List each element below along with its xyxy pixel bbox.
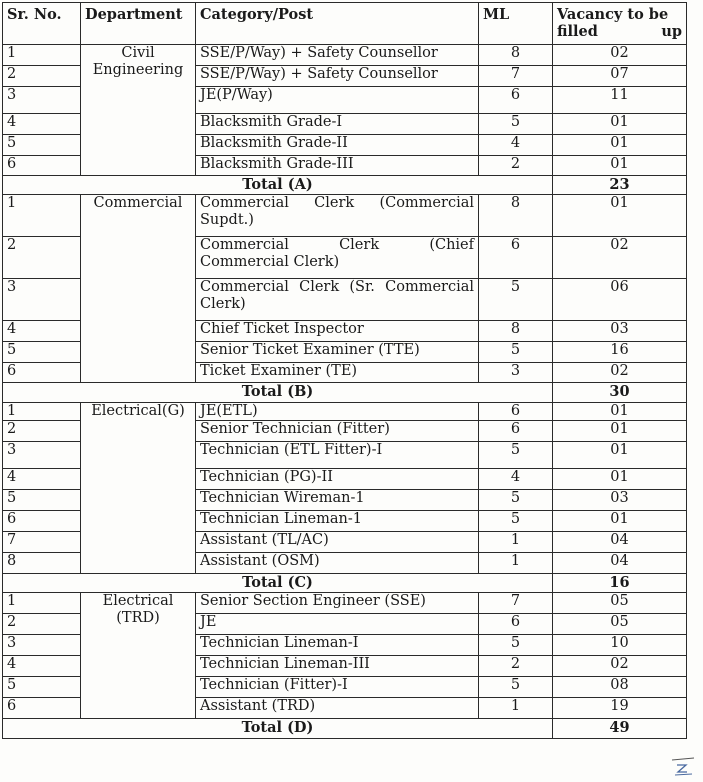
total-row [3,176,687,195]
vacancy-cell: 02 [553,363,687,383]
department-cell: Electrical (TRD) [81,593,196,719]
post-cell: SSE/P/Way) + Safety Counsellor [196,66,479,87]
sr-no-cell: 3 [3,279,81,321]
post-cell: Ticket Examiner (TE) [196,363,479,383]
sr-no-cell: 3 [3,635,81,656]
sr-no-cell: 2 [3,66,81,87]
ml-cell: 5 [479,342,553,363]
post-cell: Assistant (TL/AC) [196,532,479,553]
header-vacancy: Vacancy to be filled up [553,3,687,45]
post-cell: Technician (ETL Fitter)-I [196,442,479,469]
total-label: Total (B) [3,383,553,403]
ml-cell: 1 [479,532,553,553]
ml-cell: 8 [479,195,553,237]
ml-cell: 7 [479,66,553,87]
total-value: 16 [553,574,687,593]
sr-no-cell: 7 [3,532,81,553]
sr-no-cell: 1 [3,403,81,421]
ml-cell: 1 [479,698,553,719]
ml-cell: 5 [479,490,553,511]
ml-cell: 5 [479,279,553,321]
ml-cell: 2 [479,156,553,176]
ml-cell: 8 [479,45,553,66]
sr-no-cell: 6 [3,156,81,176]
vacancy-cell: 01 [553,442,687,469]
ml-cell: 8 [479,321,553,342]
sr-no-cell: 5 [3,342,81,363]
post-cell: JE(ETL) [196,403,479,421]
table-row [3,45,687,66]
vacancy-cell: 06 [553,279,687,321]
sr-no-cell: 8 [3,553,81,574]
vacancy-cell: 01 [553,135,687,156]
ml-cell: 5 [479,635,553,656]
post-cell: JE [196,614,479,635]
ml-cell: 4 [479,469,553,490]
vacancy-table [2,2,687,739]
vacancy-cell: 01 [553,114,687,135]
sr-no-cell: 4 [3,656,81,677]
vacancy-cell: 02 [553,237,687,279]
post-cell: Commercial Clerk (Chief Commercial Clerk) [196,237,479,279]
vacancy-cell: 04 [553,532,687,553]
ml-cell: 2 [479,656,553,677]
vacancy-cell: 11 [553,87,687,114]
post-cell: JE(P/Way) [196,87,479,114]
vacancy-cell: 10 [553,635,687,656]
sr-no-cell: 6 [3,698,81,719]
post-cell: Technician (Fitter)-I [196,677,479,698]
post-cell: Blacksmith Grade-I [196,114,479,135]
vacancy-cell: 04 [553,553,687,574]
ml-cell: 7 [479,593,553,614]
vacancy-cell: 01 [553,195,687,237]
sr-no-cell: 2 [3,421,81,442]
total-value: 49 [553,719,687,739]
vacancy-cell: 05 [553,614,687,635]
post-cell: Technician Lineman-III [196,656,479,677]
table-row [3,195,687,237]
vacancy-cell: 07 [553,66,687,87]
total-value: 23 [553,176,687,195]
table-row [3,593,687,614]
ml-cell: 5 [479,442,553,469]
header-category-post: Category/Post [196,3,479,45]
table-body [3,45,687,739]
ml-cell: 4 [479,135,553,156]
ml-cell: 6 [479,421,553,442]
sr-no-cell: 3 [3,87,81,114]
sr-no-cell: 1 [3,45,81,66]
vacancy-cell: 01 [553,156,687,176]
vacancy-cell: 16 [553,342,687,363]
post-cell: Technician Lineman-I [196,635,479,656]
sr-no-cell: 6 [3,511,81,532]
post-cell: Senior Ticket Examiner (TTE) [196,342,479,363]
vacancy-cell: 01 [553,511,687,532]
ml-cell: 5 [479,114,553,135]
post-cell: Chief Ticket Inspector [196,321,479,342]
vacancy-cell: 03 [553,490,687,511]
post-cell: Assistant (TRD) [196,698,479,719]
header-sr-no: Sr. No. [3,3,81,45]
ml-cell: 6 [479,614,553,635]
post-cell: Commercial Clerk (Commercial Supdt.) [196,195,479,237]
ml-cell: 6 [479,403,553,421]
ml-cell: 1 [479,553,553,574]
total-value: 30 [553,383,687,403]
ml-cell: 6 [479,87,553,114]
sr-no-cell: 5 [3,135,81,156]
sr-no-cell: 4 [3,469,81,490]
post-cell: Commercial Clerk (Sr. Commercial Clerk) [196,279,479,321]
department-cell: Civil Engineering [81,45,196,176]
ml-cell: 6 [479,237,553,279]
vacancy-cell: 02 [553,45,687,66]
total-row [3,719,687,739]
department-cell: Commercial [81,195,196,383]
post-cell: Assistant (OSM) [196,553,479,574]
sr-no-cell: 3 [3,442,81,469]
sr-no-cell: 4 [3,114,81,135]
vacancy-cell: 03 [553,321,687,342]
post-cell: SSE/P/Way) + Safety Counsellor [196,45,479,66]
sr-no-cell: 5 [3,490,81,511]
post-cell: Blacksmith Grade-III [196,156,479,176]
vacancy-cell: 01 [553,403,687,421]
header-department: Department [81,3,196,45]
header-ml: ML [479,3,553,45]
post-cell: Blacksmith Grade-II [196,135,479,156]
sr-no-cell: 5 [3,677,81,698]
post-cell: Technician Lineman-1 [196,511,479,532]
post-cell: Senior Technician (Fitter) [196,421,479,442]
sr-no-cell: 4 [3,321,81,342]
ml-cell: 3 [479,363,553,383]
vacancy-cell: 01 [553,469,687,490]
sr-no-cell: 2 [3,237,81,279]
post-cell: Technician Wireman-1 [196,490,479,511]
vacancy-cell: 02 [553,656,687,677]
vacancy-cell: 05 [553,593,687,614]
sr-no-cell: 2 [3,614,81,635]
post-cell: Technician (PG)-II [196,469,479,490]
total-row [3,574,687,593]
sr-no-cell: 6 [3,363,81,383]
ml-cell: 5 [479,677,553,698]
sr-no-cell: 1 [3,195,81,237]
vacancy-cell: 19 [553,698,687,719]
vacancy-cell: 01 [553,421,687,442]
table-header [3,3,687,45]
ml-cell: 5 [479,511,553,532]
sr-no-cell: 1 [3,593,81,614]
table-row [3,403,687,421]
total-row [3,383,687,403]
department-cell: Electrical(G) [81,403,196,574]
total-label: Total (A) [3,176,553,195]
total-label: Total (C) [3,574,553,593]
initials-mark [671,756,695,778]
vacancy-cell: 08 [553,677,687,698]
total-label: Total (D) [3,719,553,739]
post-cell: Senior Section Engineer (SSE) [196,593,479,614]
